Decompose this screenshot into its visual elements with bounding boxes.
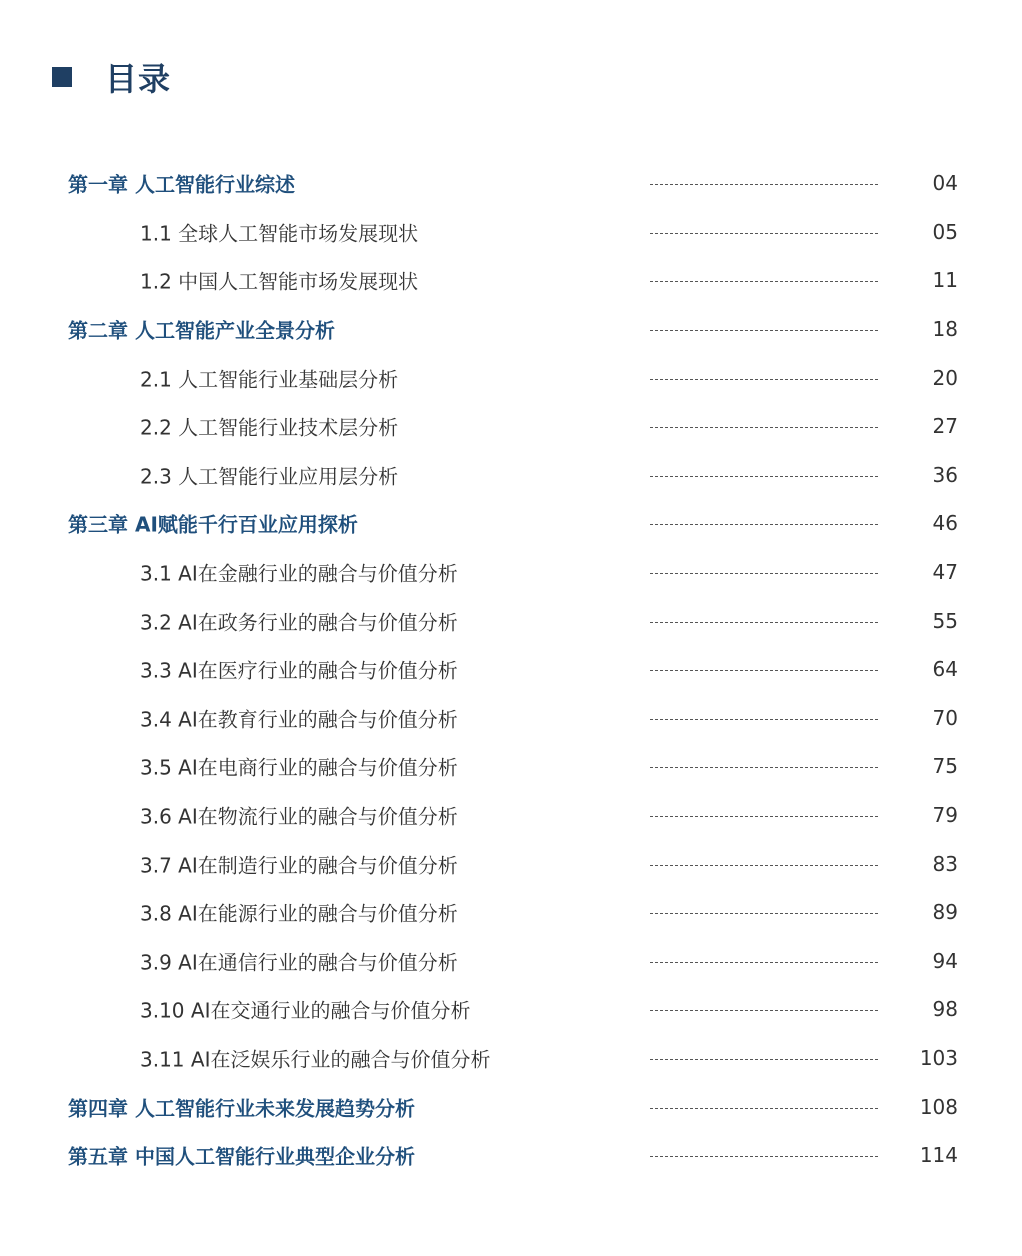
toc-entry-label: 第二章 人工智能产业全景分析 — [68, 318, 335, 343]
toc-entry-label: 3.5 AI在电商行业的融合与价值分析 — [140, 755, 458, 780]
toc-section-entry[interactable] — [0, 937, 1022, 986]
toc-chapter-entry[interactable] — [0, 1131, 1022, 1180]
toc-entry-label: 3.7 AI在制造行业的融合与价值分析 — [140, 853, 458, 878]
toc-entry-label: 第四章 人工智能行业未来发展趋势分析 — [68, 1096, 415, 1121]
dotted-leader — [650, 1059, 878, 1060]
dotted-leader — [650, 767, 878, 768]
toc-chapter-entry[interactable] — [0, 1082, 1022, 1131]
dotted-leader — [650, 1156, 878, 1157]
toc-page-number: 83 — [932, 851, 958, 876]
dotted-leader — [650, 962, 878, 963]
dotted-leader — [650, 233, 878, 234]
toc-header — [52, 52, 171, 102]
toc-page-number: 04 — [932, 171, 958, 196]
toc-entry-label: 第五章 中国人工智能行业典型企业分析 — [68, 1144, 415, 1169]
toc-entry-label: 2.2 人工智能行业技术层分析 — [140, 415, 399, 440]
toc-section-entry[interactable] — [0, 888, 1022, 937]
toc-entry-label: 3.6 AI在物流行业的融合与价值分析 — [140, 804, 458, 829]
toc-chapter-entry[interactable] — [0, 305, 1022, 354]
dotted-leader — [650, 476, 878, 477]
toc-page-number: 46 — [932, 511, 958, 536]
toc-section-entry[interactable] — [0, 208, 1022, 257]
dotted-leader — [650, 1010, 878, 1011]
square-bullet-icon — [52, 67, 72, 87]
toc-page-number: 27 — [932, 414, 958, 439]
toc-section-entry[interactable] — [0, 839, 1022, 888]
toc-entry-label: 3.2 AI在政务行业的融合与价值分析 — [140, 610, 458, 635]
toc-page-number: 75 — [932, 754, 958, 779]
toc-section-entry[interactable] — [0, 742, 1022, 791]
dotted-leader — [650, 427, 878, 428]
dotted-leader — [650, 524, 878, 525]
dotted-leader — [650, 379, 878, 380]
dotted-leader — [650, 281, 878, 282]
toc-entry-label: 3.3 AI在医疗行业的融合与价值分析 — [140, 658, 458, 683]
page-title: 目录 — [105, 60, 172, 98]
toc-entry-label: 3.1 AI在金融行业的融合与价值分析 — [140, 561, 458, 586]
toc-page-number: 94 — [932, 948, 958, 973]
dotted-leader — [650, 1108, 878, 1109]
dotted-leader — [650, 913, 878, 914]
dotted-leader — [650, 719, 878, 720]
dotted-leader — [650, 330, 878, 331]
toc-section-entry[interactable] — [0, 645, 1022, 694]
toc-page-number: 114 — [919, 1143, 958, 1168]
toc-page-number: 18 — [932, 317, 958, 342]
dotted-leader — [650, 816, 878, 817]
toc-page-number: 108 — [919, 1094, 958, 1119]
toc-page-number: 64 — [932, 657, 958, 682]
toc-section-entry[interactable] — [0, 791, 1022, 840]
toc-page-number: 70 — [932, 705, 958, 730]
toc-section-entry[interactable] — [0, 985, 1022, 1034]
toc-section-entry[interactable] — [0, 451, 1022, 500]
toc-chapter-entry[interactable] — [0, 159, 1022, 208]
toc-entry-label: 1.1 全球人工智能市场发展现状 — [140, 221, 419, 246]
toc-page-number: 89 — [932, 900, 958, 925]
toc-section-entry[interactable] — [0, 596, 1022, 645]
toc-page-number: 05 — [932, 219, 958, 244]
dotted-leader — [650, 184, 878, 185]
toc-page-number: 98 — [932, 997, 958, 1022]
toc-entry-label: 1.2 中国人工智能市场发展现状 — [140, 269, 419, 294]
toc-section-entry[interactable] — [0, 402, 1022, 451]
table-of-contents — [0, 159, 1022, 1179]
toc-entry-label: 3.10 AI在交通行业的融合与价值分析 — [140, 998, 471, 1023]
toc-entry-label: 第三章 AI赋能千行百业应用探析 — [68, 512, 358, 537]
toc-page-number: 47 — [932, 560, 958, 585]
toc-entry-label: 3.9 AI在通信行业的融合与价值分析 — [140, 950, 458, 975]
toc-section-entry[interactable] — [0, 548, 1022, 597]
toc-entry-label: 3.8 AI在能源行业的融合与价值分析 — [140, 901, 458, 926]
toc-page-number: 11 — [932, 268, 958, 293]
dotted-leader — [650, 865, 878, 866]
toc-section-entry[interactable] — [0, 353, 1022, 402]
toc-entry-label: 3.11 AI在泛娱乐行业的融合与价值分析 — [140, 1047, 491, 1072]
toc-page-number: 103 — [919, 1045, 958, 1070]
toc-entry-label: 2.1 人工智能行业基础层分析 — [140, 367, 399, 392]
dotted-leader — [650, 573, 878, 574]
toc-page-number: 55 — [932, 608, 958, 633]
toc-page-number: 20 — [932, 365, 958, 390]
toc-section-entry[interactable] — [0, 694, 1022, 743]
toc-page-number: 36 — [932, 462, 958, 487]
toc-page-number: 79 — [932, 803, 958, 828]
toc-entry-label: 2.3 人工智能行业应用层分析 — [140, 464, 399, 489]
toc-entry-label: 3.4 AI在教育行业的融合与价值分析 — [140, 707, 458, 732]
toc-chapter-entry[interactable] — [0, 499, 1022, 548]
toc-section-entry[interactable] — [0, 1034, 1022, 1083]
toc-entry-label: 第一章 人工智能行业综述 — [68, 172, 295, 197]
dotted-leader — [650, 670, 878, 671]
dotted-leader — [650, 622, 878, 623]
toc-section-entry[interactable] — [0, 256, 1022, 305]
